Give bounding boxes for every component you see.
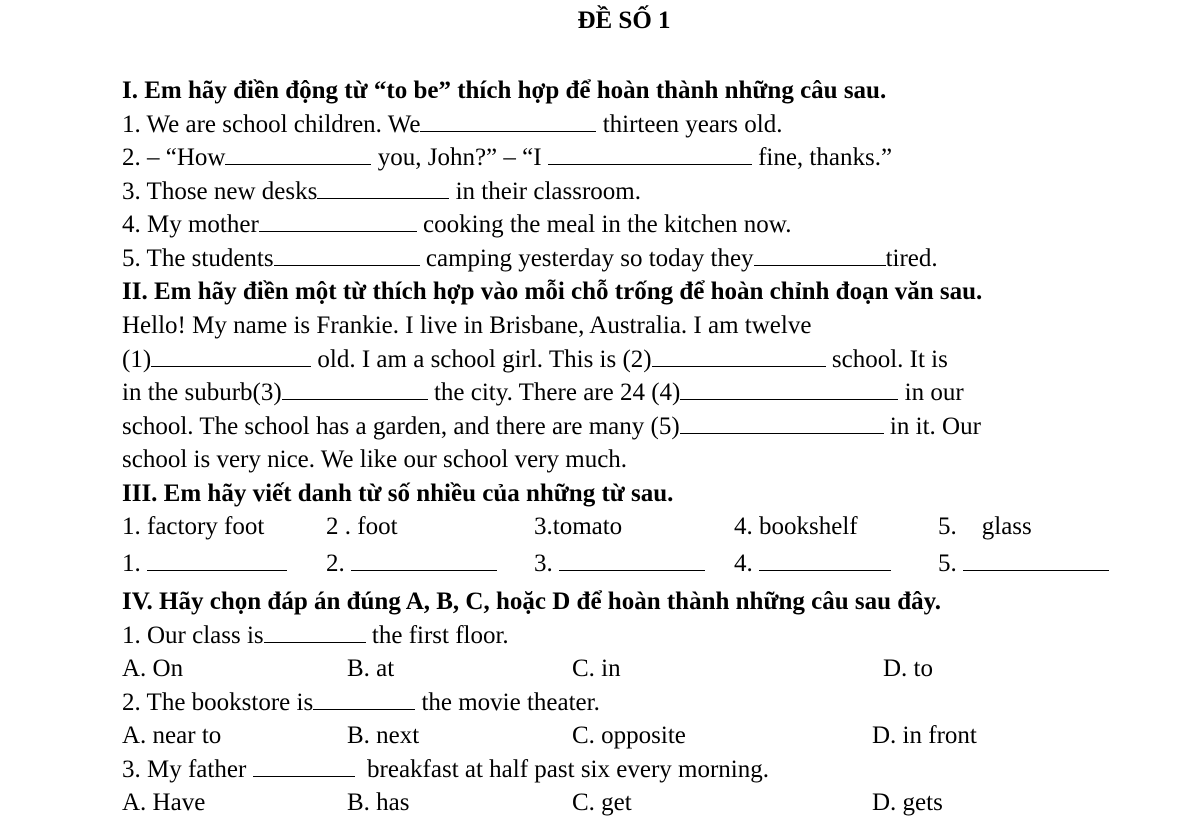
answer-blank[interactable]: [559, 549, 705, 571]
s4-question-3: 3. My father breakfast at half past six every morning.: [122, 756, 769, 783]
s4-q3-option-c[interactable]: C. get: [572, 789, 632, 816]
s3-word-1: 1. factory foot: [122, 513, 265, 540]
page-title: ĐỀ SỐ 1: [577, 7, 671, 34]
s4-q3-option-a[interactable]: A. Have: [122, 789, 206, 816]
s1-question-4: 4. My mother cooking the meal in the kitchen now.: [122, 211, 792, 238]
s4-q1-option-b[interactable]: B. at: [347, 655, 395, 682]
answer-blank[interactable]: [274, 244, 420, 266]
s4-q1-option-c[interactable]: C. in: [572, 655, 621, 682]
s3-word-4: 4. bookshelf: [734, 513, 858, 540]
s4-q1-option-d[interactable]: D. to: [883, 655, 933, 682]
answer-blank[interactable]: [754, 244, 886, 266]
answer-blank[interactable]: [253, 755, 355, 777]
s4-question-1: 1. Our class is the first floor.: [122, 622, 509, 649]
s3-answer-5: 5.: [938, 549, 1109, 579]
answer-blank[interactable]: [548, 143, 752, 165]
s2-line-1: Hello! My name is Frankie. I live in Brisbane, Australia. I am twelve: [122, 312, 812, 339]
answer-blank[interactable]: [225, 143, 371, 165]
s4-question-2: 2. The bookstore is the movie theater.: [122, 689, 600, 716]
s1-question-5: 5. The students camping yesterday so today they tired.: [122, 245, 938, 272]
answer-blank[interactable]: [680, 412, 884, 434]
section-4-heading: IV. Hãy chọn đáp án đúng A, B, C, hoặc D để hoàn thành những câu sau đây.: [122, 588, 942, 615]
answer-blank[interactable]: [680, 378, 898, 400]
s4-q2-option-b[interactable]: B. next: [347, 722, 420, 749]
s3-answer-3: 3.: [534, 549, 705, 579]
s2-line-4: school. The school has a garden, and there are many (5) in it. Our: [122, 413, 981, 440]
s1-question-3: 3. Those new desks in their classroom.: [122, 178, 641, 205]
s3-word-3: 3.tomato: [534, 513, 623, 540]
answer-blank[interactable]: [351, 549, 497, 571]
s2-line-3: in the suburb(3) the city. There are 24 (4) in our: [122, 379, 964, 406]
answer-blank[interactable]: [151, 345, 311, 367]
section-3-heading: III. Em hãy viết danh từ số nhiều của những từ sau.: [122, 480, 674, 507]
s1-question-1: 1. We are school children. We thirteen years old.: [122, 111, 783, 138]
s1-question-2: 2. – “How you, John?” – “I fine, thanks.”: [122, 144, 893, 171]
answer-blank[interactable]: [264, 621, 366, 643]
answer-blank[interactable]: [317, 177, 449, 199]
answer-blank[interactable]: [282, 378, 428, 400]
answer-blank[interactable]: [652, 345, 826, 367]
answer-blank[interactable]: [313, 688, 415, 710]
s3-answer-2: 2.: [326, 549, 497, 579]
s3-answer-1: 1.: [122, 549, 287, 579]
s4-q3-option-d[interactable]: D. gets: [872, 789, 943, 816]
s4-q2-option-c[interactable]: C. opposite: [572, 722, 686, 749]
s3-word-5: 5. glass: [938, 513, 1032, 540]
s4-q2-option-d[interactable]: D. in front: [872, 722, 977, 749]
answer-blank[interactable]: [259, 210, 417, 232]
s2-line-2: (1) old. I am a school girl. This is (2) school. It is: [122, 346, 948, 373]
section-1-heading: I. Em hãy điền động từ “to be” thích hợp để hoàn thành những câu sau.: [122, 77, 887, 104]
answer-blank[interactable]: [963, 549, 1109, 571]
answer-blank[interactable]: [759, 549, 891, 571]
answer-blank[interactable]: [147, 549, 287, 571]
section-2-heading: II. Em hãy điền một từ thích hợp vào mỗi chỗ trống để hoàn chỉnh đoạn văn sau.: [122, 278, 983, 305]
s2-line-5: school is very nice. We like our school very much.: [122, 446, 628, 473]
s3-answer-4: 4.: [734, 549, 891, 579]
s4-q3-option-b[interactable]: B. has: [347, 789, 410, 816]
s3-word-2: 2 . foot: [326, 513, 398, 540]
s4-q1-option-a[interactable]: A. On: [122, 655, 184, 682]
answer-blank[interactable]: [420, 110, 596, 132]
s4-q2-option-a[interactable]: A. near to: [122, 722, 222, 749]
